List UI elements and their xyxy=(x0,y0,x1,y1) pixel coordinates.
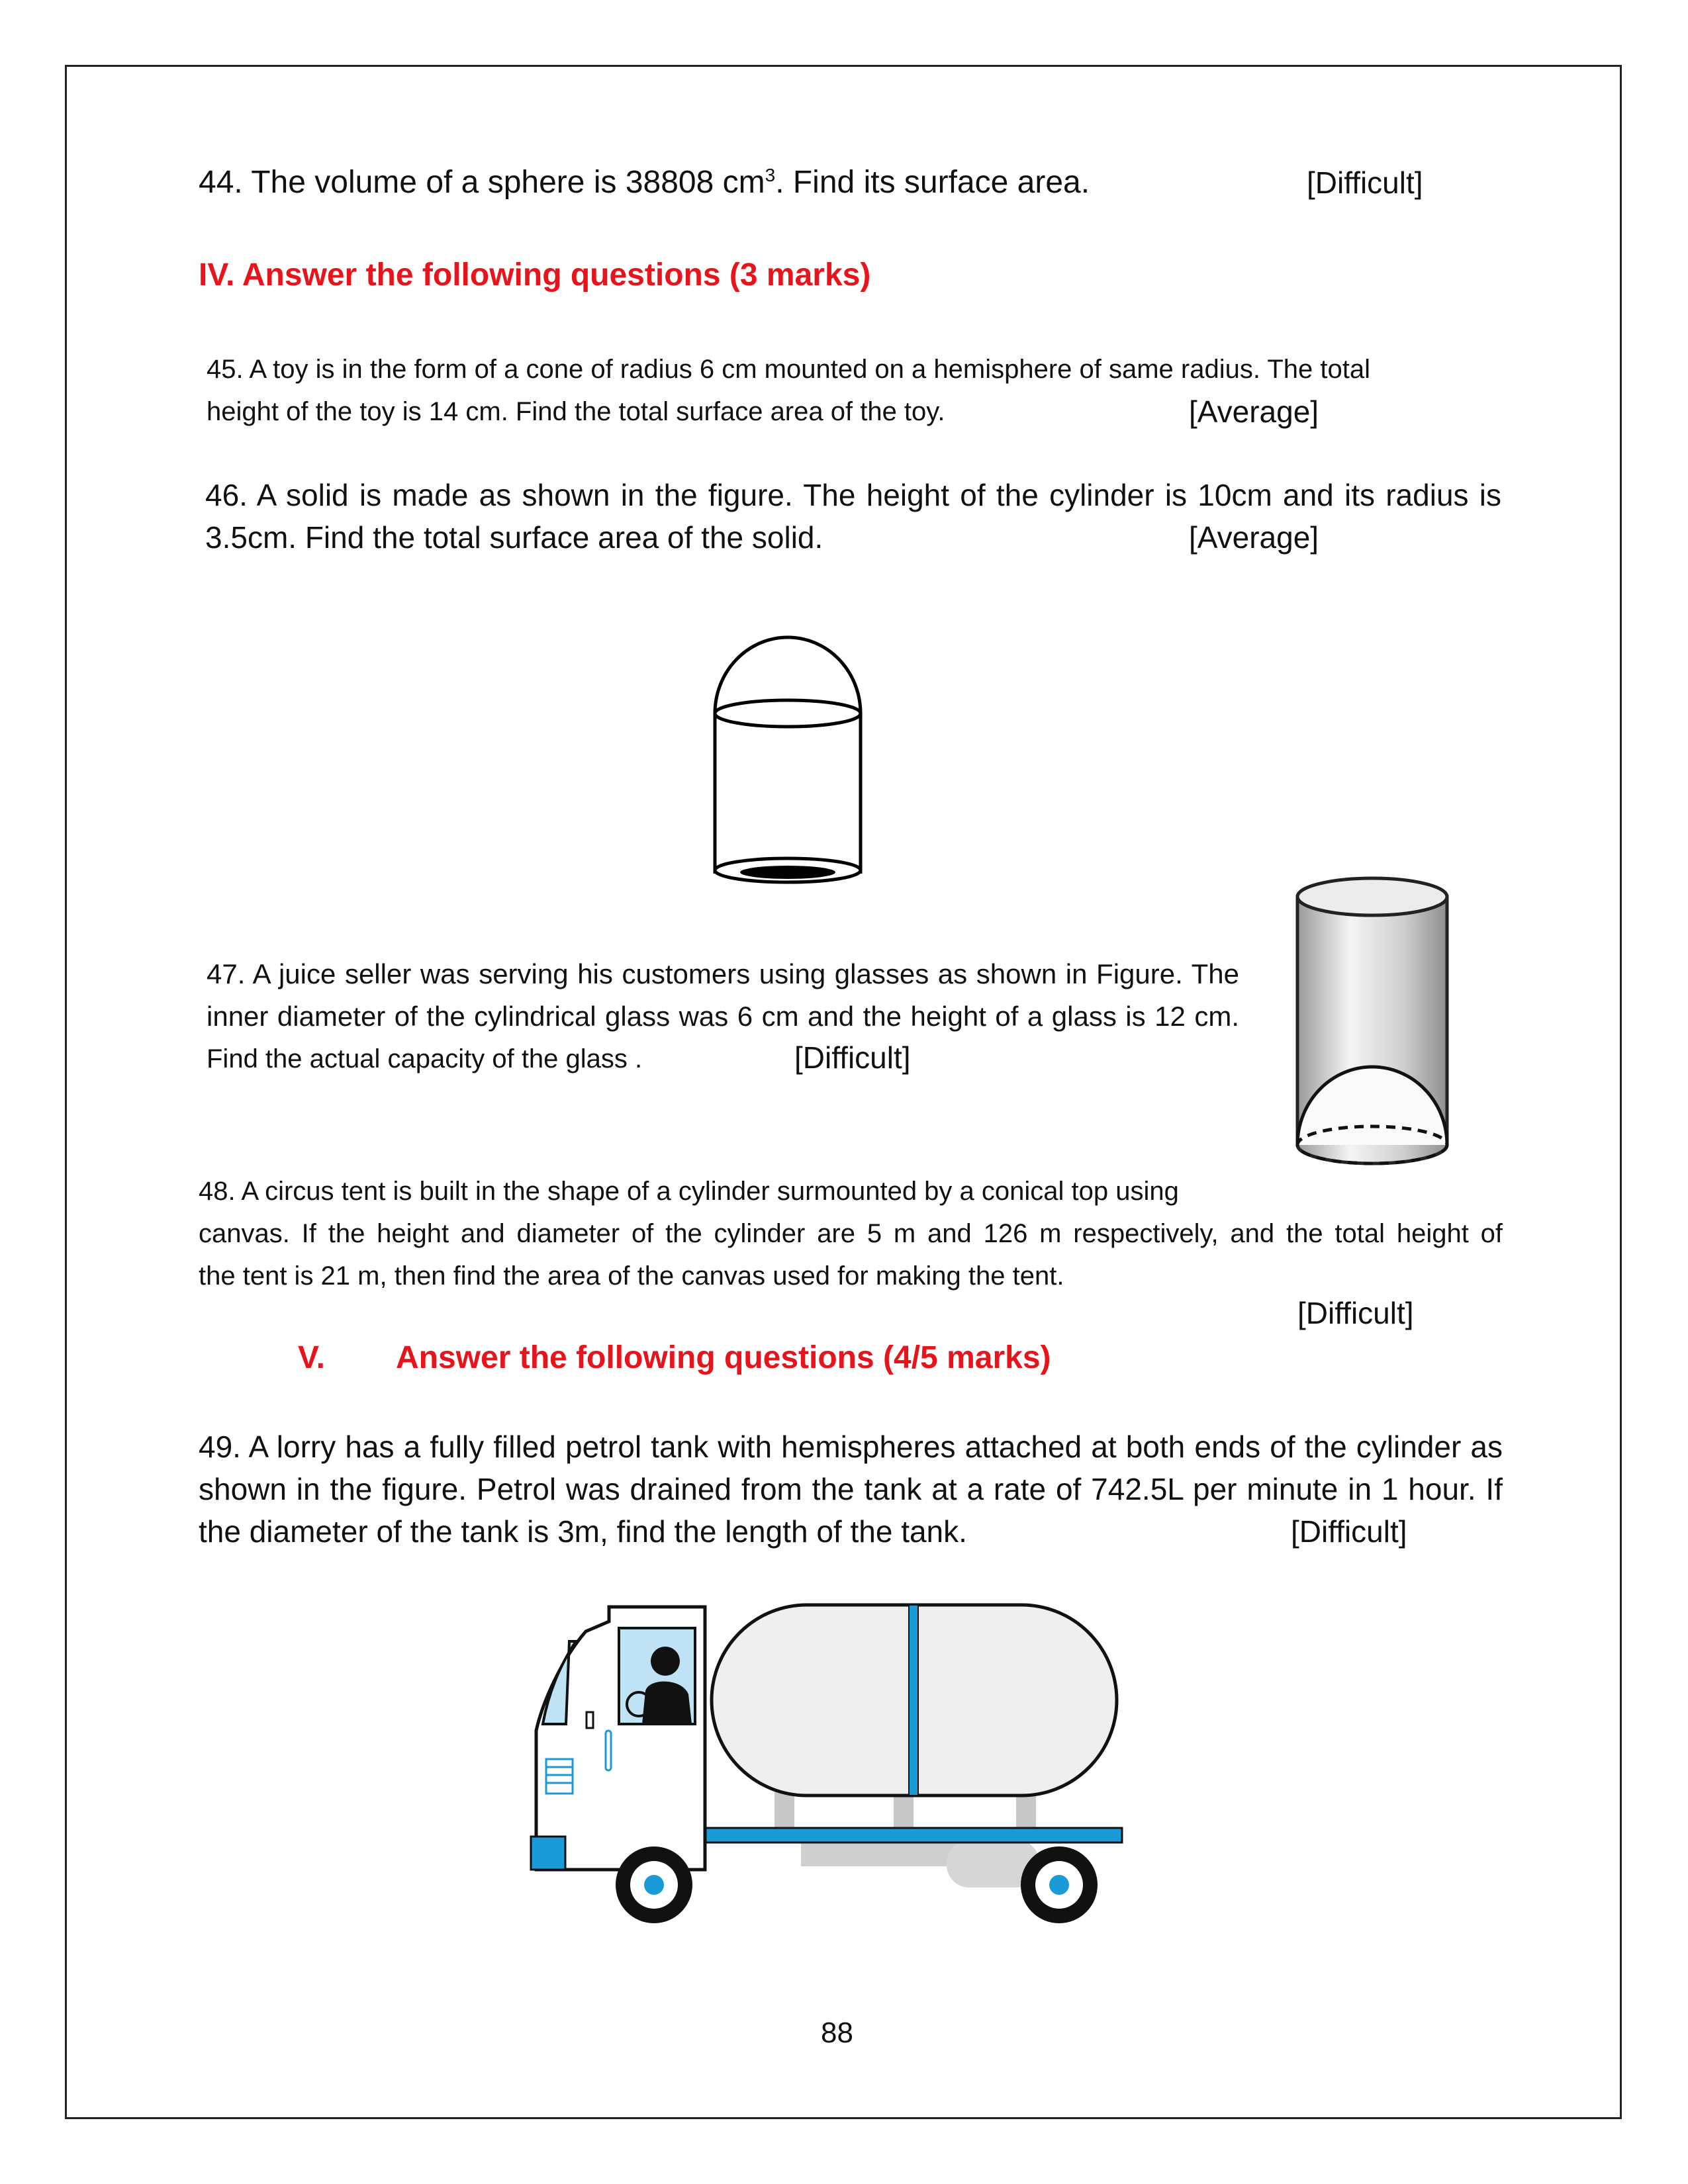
section-v-heading: Answer the following questions (4/5 marks) xyxy=(396,1340,1051,1375)
q44-difficulty: [Difficult] xyxy=(1307,165,1423,200)
q47-difficulty: [Difficult] xyxy=(794,1040,911,1075)
q46-difficulty: [Average] xyxy=(1189,520,1319,555)
question-47 xyxy=(207,953,1239,1080)
q44-text-end: . Find its surface area. xyxy=(775,165,1090,200)
q45-line2: height of the toy is 14 cm. Find the total surface area of the toy. xyxy=(207,397,945,426)
q48-line2: canvas. If the height and diameter of the cylinder are 5 m and 126 m respectively, and the total height of xyxy=(199,1219,1503,1248)
chassis xyxy=(698,1828,1122,1843)
section-iv-heading: IV. Answer the following questions (3 marks) xyxy=(199,257,871,293)
q49-line3: the diameter of the tank is 3m, find the length of the tank. xyxy=(199,1514,967,1549)
q47-line2: inner diameter of the cylindrical glass was 6 cm and the height of a glass is 12 cm. xyxy=(207,1001,1239,1032)
q44-text: 44. The volume of a sphere is 38808 cm xyxy=(199,165,765,200)
page-number: 88 xyxy=(821,2017,853,2049)
question-48 xyxy=(199,1170,1503,1297)
cylinder-hemisphere-figure xyxy=(702,629,874,887)
section-v-number: V. xyxy=(298,1340,325,1375)
tank-band xyxy=(909,1605,918,1796)
q47-line3: Find the actual capacity of the glass . xyxy=(207,1044,643,1073)
q49-line2: shown in the figure. Petrol was drained from the tank at a rate of 742.5L per minute in 1 hour. If xyxy=(199,1472,1503,1506)
q48-difficulty: [Difficult] xyxy=(1297,1296,1414,1330)
q46-line2: 3.5cm. Find the total surface area of the solid. xyxy=(205,520,823,555)
question-44 xyxy=(199,161,1090,204)
q49-difficulty: [Difficult] xyxy=(1291,1514,1407,1549)
q46-line1: 46. A solid is made as shown in the figure. The height of the cylinder is 10cm and its radius is xyxy=(205,478,1501,512)
q45-difficulty: [Average] xyxy=(1189,394,1319,429)
q44-superscript: 3 xyxy=(765,165,776,185)
tank-support xyxy=(774,1790,794,1830)
q48-line1: 48. A circus tent is built in the shape of a cylinder surmounted by a conical top using xyxy=(199,1177,1179,1206)
q47-line1: 47. A juice seller was serving his customers using glasses as shown in Figure. The xyxy=(207,958,1239,989)
bumper xyxy=(531,1837,565,1870)
juice-glass-figure xyxy=(1291,867,1456,1178)
driver-head xyxy=(651,1647,680,1676)
petrol-lorry-figure xyxy=(523,1588,1132,1939)
q48-line3: the tent is 21 m, then find the area of the canvas used for making the tent. xyxy=(199,1261,1064,1291)
q45-line1: 45. A toy is in the form of a cone of radius 6 cm mounted on a hemisphere of same radius. The total xyxy=(207,355,1371,384)
q49-line1: 49. A lorry has a fully filled petrol tank with hemispheres attached at both ends of the cylinder as xyxy=(199,1430,1503,1464)
